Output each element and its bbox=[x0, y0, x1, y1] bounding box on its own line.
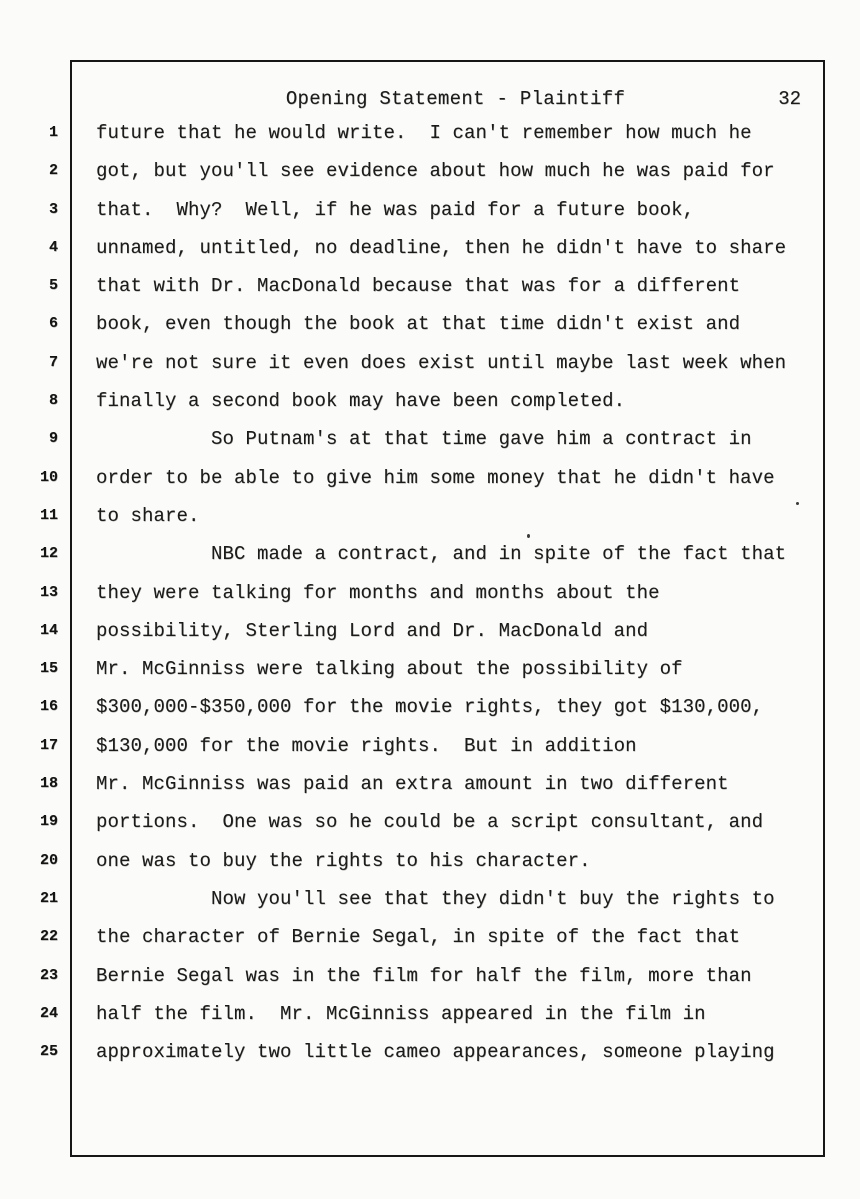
transcript-row bbox=[39, 803, 823, 841]
transcript-row bbox=[48, 114, 823, 152]
transcript-row bbox=[48, 191, 823, 229]
transcript-row bbox=[39, 957, 823, 995]
transcript-line: Mr. McGinniss was paid an extra amount in two different bbox=[96, 773, 729, 796]
transcript-row bbox=[39, 995, 823, 1033]
transcript-line: possibility, Sterling Lord and Dr. MacDonald and bbox=[96, 619, 649, 642]
line-number: 9 bbox=[48, 430, 58, 448]
transcript-row bbox=[39, 535, 823, 573]
transcript-line: approximately two little cameo appearances, someone playing bbox=[96, 1041, 775, 1064]
line-number: 13 bbox=[39, 583, 58, 601]
transcript-row bbox=[48, 305, 823, 343]
line-number: 14 bbox=[39, 621, 58, 639]
line-number: 20 bbox=[39, 851, 58, 869]
transcript-row bbox=[39, 765, 823, 803]
transcript-row bbox=[39, 727, 823, 765]
transcript-row bbox=[39, 1033, 823, 1071]
transcript-row bbox=[48, 267, 823, 305]
transcript-line: they were talking for months and months about the bbox=[96, 581, 660, 604]
transcript-line: Mr. McGinniss were talking about the possibility of bbox=[96, 658, 683, 681]
line-number: 23 bbox=[39, 966, 58, 984]
page-number: 32 bbox=[778, 88, 801, 110]
transcript-line: order to be able to give him some money that he didn't have bbox=[96, 466, 775, 489]
line-number: 16 bbox=[39, 698, 58, 716]
transcript-line: that. Why? Well, if he was paid for a future book, bbox=[96, 198, 695, 221]
transcript-line: unnamed, untitled, no deadline, then he didn't have to share bbox=[96, 236, 787, 259]
line-number: 15 bbox=[39, 660, 58, 678]
transcript-line: NBC made a contract, and in spite of the fact that bbox=[96, 543, 787, 566]
line-number: 7 bbox=[48, 353, 58, 371]
transcript-row bbox=[39, 918, 823, 956]
transcript-page bbox=[39, 60, 825, 1157]
transcript-row bbox=[39, 574, 823, 612]
transcript-row bbox=[48, 344, 823, 382]
line-number: 25 bbox=[39, 1043, 58, 1061]
transcript-row bbox=[48, 382, 823, 420]
transcript-row bbox=[39, 688, 823, 726]
line-number: 22 bbox=[39, 928, 58, 946]
line-number: 1 bbox=[48, 124, 58, 141]
line-number: 21 bbox=[39, 889, 58, 907]
line-number: 18 bbox=[39, 775, 58, 793]
transcript-row bbox=[39, 650, 823, 688]
transcript-row bbox=[39, 459, 823, 497]
transcript-line: $130,000 for the movie rights. But in addition bbox=[96, 734, 637, 757]
line-number: 12 bbox=[39, 545, 58, 563]
transcript-row bbox=[39, 497, 823, 535]
line-number: 10 bbox=[39, 468, 58, 486]
line-number: 3 bbox=[48, 200, 58, 218]
line-number: 2 bbox=[48, 162, 58, 180]
transcript-line: So Putnam's at that time gave him a contract in bbox=[96, 428, 752, 451]
page-title: Opening Statement - Plaintiff bbox=[285, 88, 626, 110]
line-number: 11 bbox=[39, 506, 58, 524]
line-number: 19 bbox=[39, 813, 58, 831]
scan-artifact-dot bbox=[527, 534, 530, 538]
transcript-line: one was to buy the rights to his character. bbox=[96, 849, 591, 872]
transcript-line: finally a second book may have been completed. bbox=[96, 390, 626, 413]
line-number: 4 bbox=[48, 238, 58, 256]
line-number: 8 bbox=[48, 392, 58, 410]
transcript-line: book, even though the book at that time didn't exist and bbox=[96, 313, 741, 336]
line-number: 6 bbox=[48, 315, 58, 333]
transcript-line: we're not sure it even does exist until maybe last week when bbox=[96, 351, 787, 374]
transcript-body bbox=[39, 114, 823, 1071]
transcript-line: Bernie Segal was in the film for half the film, more than bbox=[96, 964, 752, 987]
transcript-line: $300,000-$350,000 for the movie rights, they got $130,000, bbox=[96, 696, 764, 719]
transcript-row bbox=[48, 152, 823, 190]
transcript-row bbox=[48, 420, 823, 458]
transcript-row bbox=[39, 842, 823, 880]
scan-artifact-dot bbox=[796, 502, 799, 505]
transcript-line: portions. One was so he could be a script consultant, and bbox=[96, 811, 764, 834]
line-number: 5 bbox=[48, 277, 58, 295]
transcript-line: to share. bbox=[96, 504, 200, 527]
transcript-line: half the film. Mr. McGinniss appeared in the film in bbox=[96, 1002, 706, 1025]
transcript-line: future that he would write. I can't remember how much he bbox=[96, 122, 752, 144]
line-number: 24 bbox=[39, 1004, 58, 1022]
transcript-line: the character of Bernie Segal, in spite of the fact that bbox=[96, 926, 741, 949]
transcript-row bbox=[48, 229, 823, 267]
transcript-line: got, but you'll see evidence about how much he was paid for bbox=[96, 160, 775, 183]
transcript-row bbox=[39, 612, 823, 650]
transcript-line: Now you'll see that they didn't buy the rights to bbox=[96, 887, 775, 910]
transcript-line: that with Dr. MacDonald because that was for a different bbox=[96, 275, 741, 298]
page-header bbox=[72, 84, 823, 114]
line-number: 17 bbox=[39, 736, 58, 754]
transcript-row bbox=[39, 880, 823, 918]
